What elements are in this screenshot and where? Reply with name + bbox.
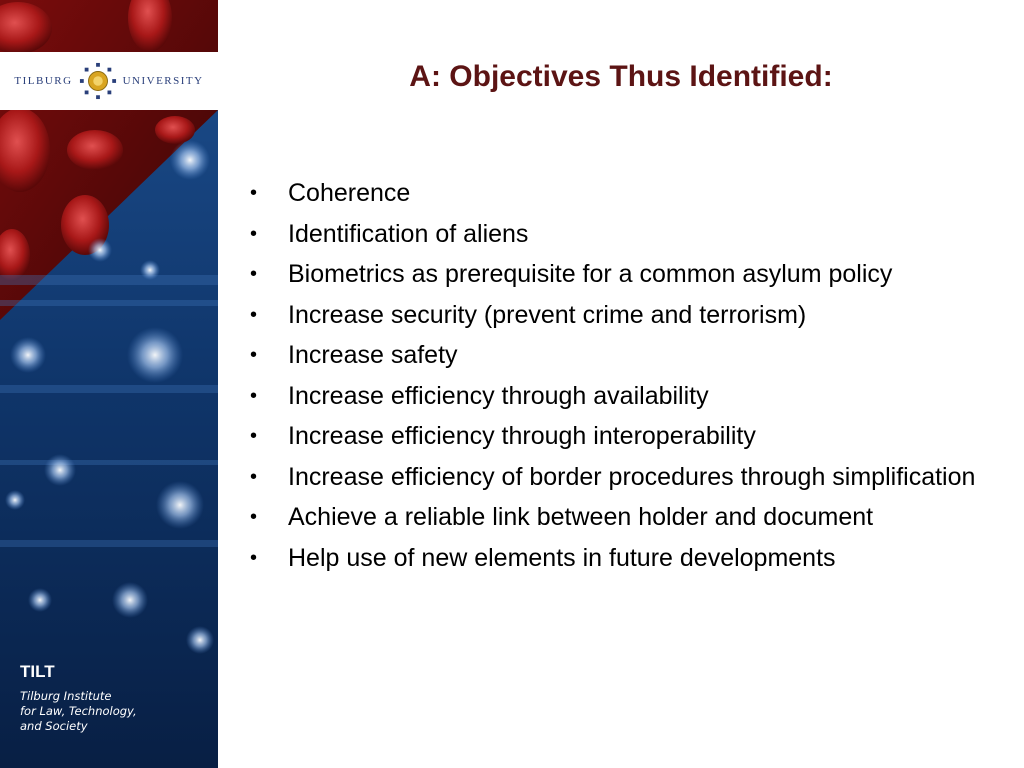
tilt-footer: [20, 662, 137, 734]
list-item-text: Achieve a reliable link between holder and document: [288, 503, 874, 531]
bullet-icon: •: [250, 344, 258, 366]
university-crest-icon: [79, 62, 117, 100]
bullet-icon: •: [250, 263, 258, 285]
university-logo: [0, 52, 218, 110]
list-item-text: Increase efficiency of border procedures through simplification: [288, 462, 976, 491]
bullet-icon: •: [250, 506, 258, 528]
list-item: [250, 298, 980, 332]
bullet-icon: •: [250, 546, 258, 569]
list-item-text: Increase security (prevent crime and terrorism): [288, 300, 807, 329]
list-item: [250, 419, 980, 453]
side-panel-backdrop-image: [0, 0, 218, 768]
list-item: [250, 379, 980, 413]
list-item-text: Increase efficiency through availability: [288, 381, 709, 410]
list-item: [250, 217, 980, 251]
bullet-icon: •: [250, 465, 258, 488]
bullet-icon: •: [250, 303, 258, 326]
list-item: [250, 460, 980, 494]
logo-left-word: TILBURG: [14, 75, 73, 87]
tilt-full-name: Tilburg Institute for Law, Technology, and Society: [20, 689, 137, 733]
list-item: [250, 500, 980, 534]
bullet-icon: •: [250, 182, 258, 204]
list-item-text: Coherence: [288, 179, 411, 207]
list-item-text: Increase efficiency through interoperability: [288, 422, 756, 450]
list-item-text: Identification of aliens: [288, 219, 529, 248]
list-item: [250, 338, 980, 372]
list-item-text: Help use of new elements in future developments: [288, 543, 836, 572]
list-item: [250, 541, 980, 575]
bullet-icon: •: [250, 425, 258, 447]
logo-right-word: UNIVERSITY: [122, 75, 204, 87]
side-panel: [0, 0, 218, 768]
list-item-text: Increase safety: [288, 341, 458, 369]
list-item: [250, 257, 980, 291]
list-item: [250, 176, 980, 210]
bullet-icon: •: [250, 384, 258, 407]
objectives-list: [250, 176, 980, 581]
tilt-acronym: TILT: [20, 662, 55, 681]
list-item-text: Biometrics as prerequisite for a common asylum policy: [288, 260, 893, 288]
bullet-icon: •: [250, 222, 258, 245]
slide-title: A: Objectives Thus Identified:: [409, 60, 833, 93]
